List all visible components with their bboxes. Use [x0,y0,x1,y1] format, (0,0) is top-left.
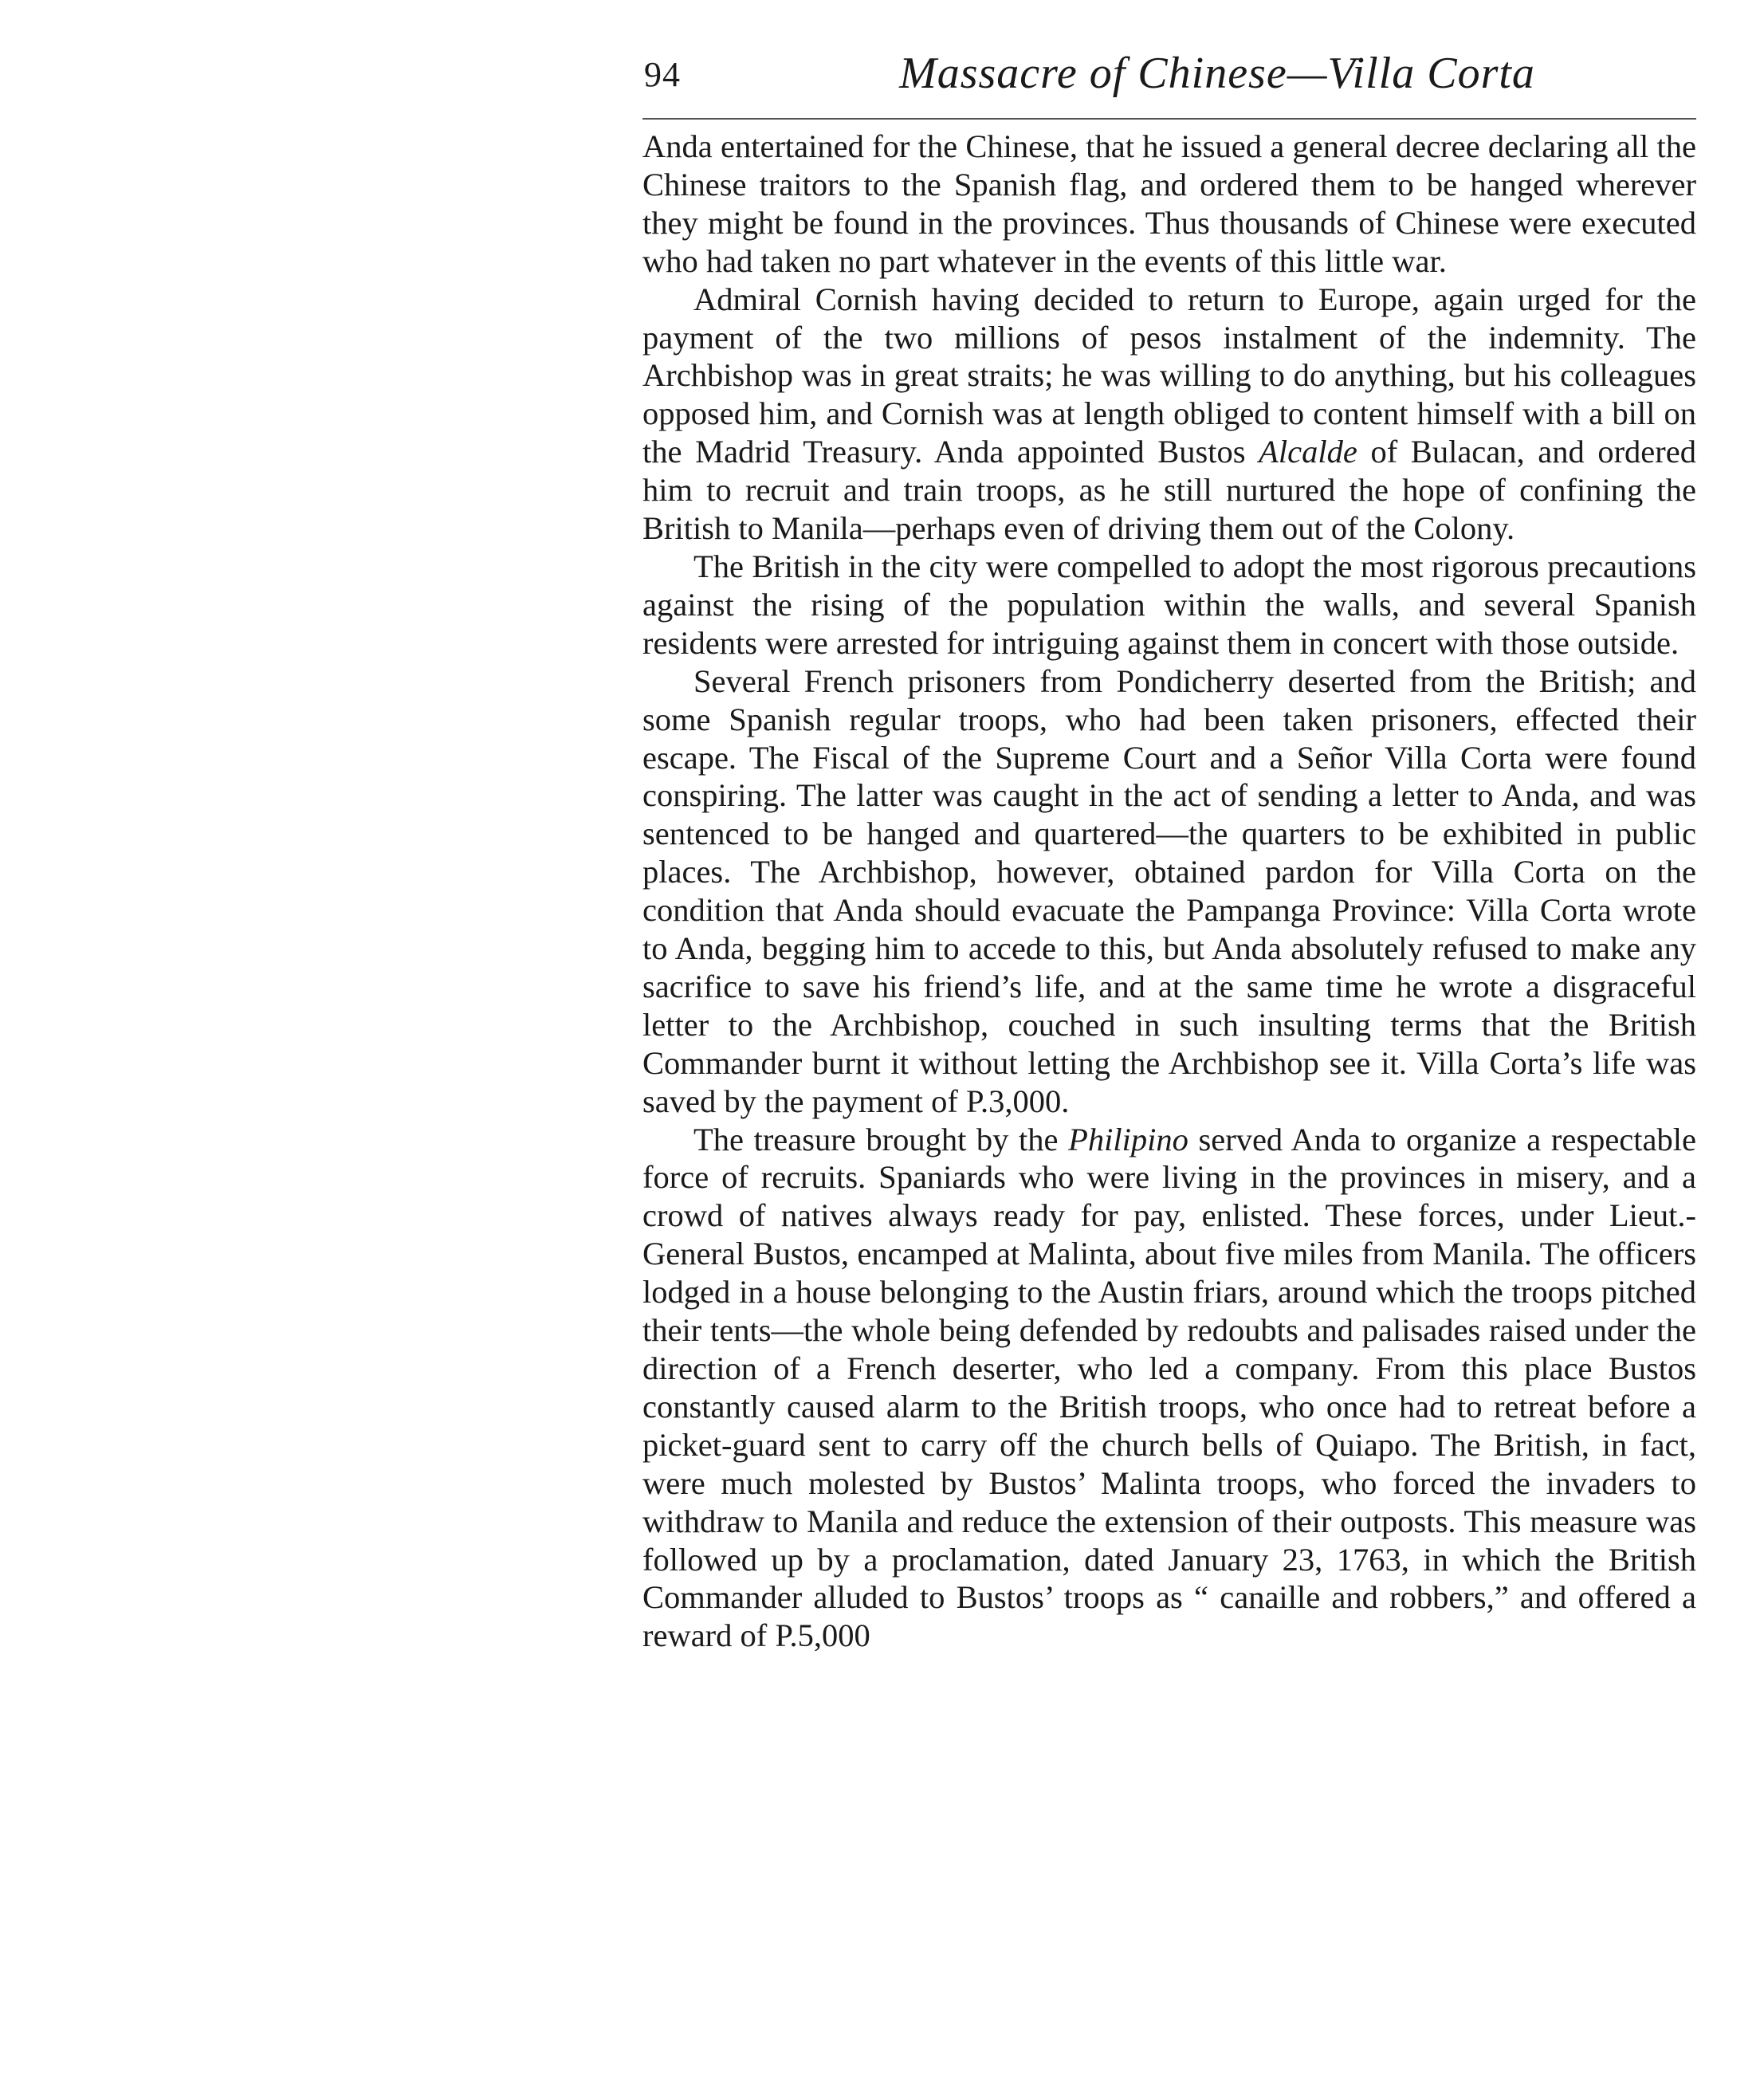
paragraph-4: Several French prisoners from Pondicherry deserted from the British; and some Spanish regular troops, who had been taken prisoners, effected their escape. The Fiscal of the Supreme Court and a Señor Villa Corta were found conspiring. The latter was caught in the act of sending a letter to Anda, and was sentenced to be hanged and quartered—the quarters to be exhibited in public places. The Archbishop, however, obtained pardon for Villa Corta on the condition that Anda should evacuate the Pampanga Province: Villa Corta wrote to Anda, begging him to accede to this, but Anda absolutely refused to make any sacrifice to save his friend’s life, and at the same time he wrote a disgraceful letter to the Archbishop, couched in such insulting terms that the British Commander burnt it without letting the Archbishop see it. Villa Corta’s life was saved by the payment of P.3,000. [642,662,1696,1119]
paragraph-1: Anda entertained for the Chinese, that he issued a general decree declaring all the Chinese traitors to the Spanish flag, and ordered them to be hanged wherever they might be found in the provinces. Thus thousands of Chinese were executed who had taken no part whatever in the events of this little war. [642,128,1696,279]
italic-ship-name: Philipino [1068,1121,1188,1157]
book-page [642,48,1696,1655]
body-text [642,128,1696,1655]
italic-term: Alcalde [1259,434,1357,470]
running-title: Massacre of Chinese—Villa Corta [899,49,1535,98]
paragraph-2: Admiral Cornish having decided to return to Europe, again urged for the payment of the two millions of pesos instalment of the indemnity. The Archbishop was in great straits; he was willing to do anything, but his colleagues opposed him, and Cornish was at length obliged to content himself with a bill on the Madrid Treasury. Anda appointed Bustos Alcalde of Bulacan, and ordered him to recruit and train troops, as he still nurtured the hope of confining the British to Manila—perhaps even of driving them out of the Colony. [642,281,1696,547]
paragraph-5: The treasure brought by the Philipino served Anda to organize a respectable force of recruits. Spaniards who were living in the provinces in misery, and a crowd of natives always ready for pay, enlisted. These forces, under Lieut.-General Bustos, encamped at Malinta, about five miles from Manila. The officers lodged in a house belonging to the Austin friars, around which the troops pitched their tents—the whole being defended by redoubts and palisades raised under the direction of a French deserter, who led a company. From this place Bustos constantly caused alarm to the British troops, who once had to retreat before a picket-guard sent to carry off the church bells of Quiapo. The British, in fact, were much molested by Bustos’ Malinta troops, who forced the invaders to withdraw to Manila and reduce the extension of their outposts. This measure was followed up by a proclamation, dated January 23, 1763, in which the British Commander alluded to Bustos’ troops as “ canaille and robbers,” and offered a reward of P.5,000 [642,1121,1696,1654]
paragraph-3: The British in the city were compelled to adopt the most rigorous precautions against the rising of the population within the walls, and several Spanish residents were arrested for intriguing against them in concert with those outside. [642,548,1696,661]
running-head [642,48,1696,112]
header-rule [642,118,1696,120]
page-number: 94 [644,55,681,94]
